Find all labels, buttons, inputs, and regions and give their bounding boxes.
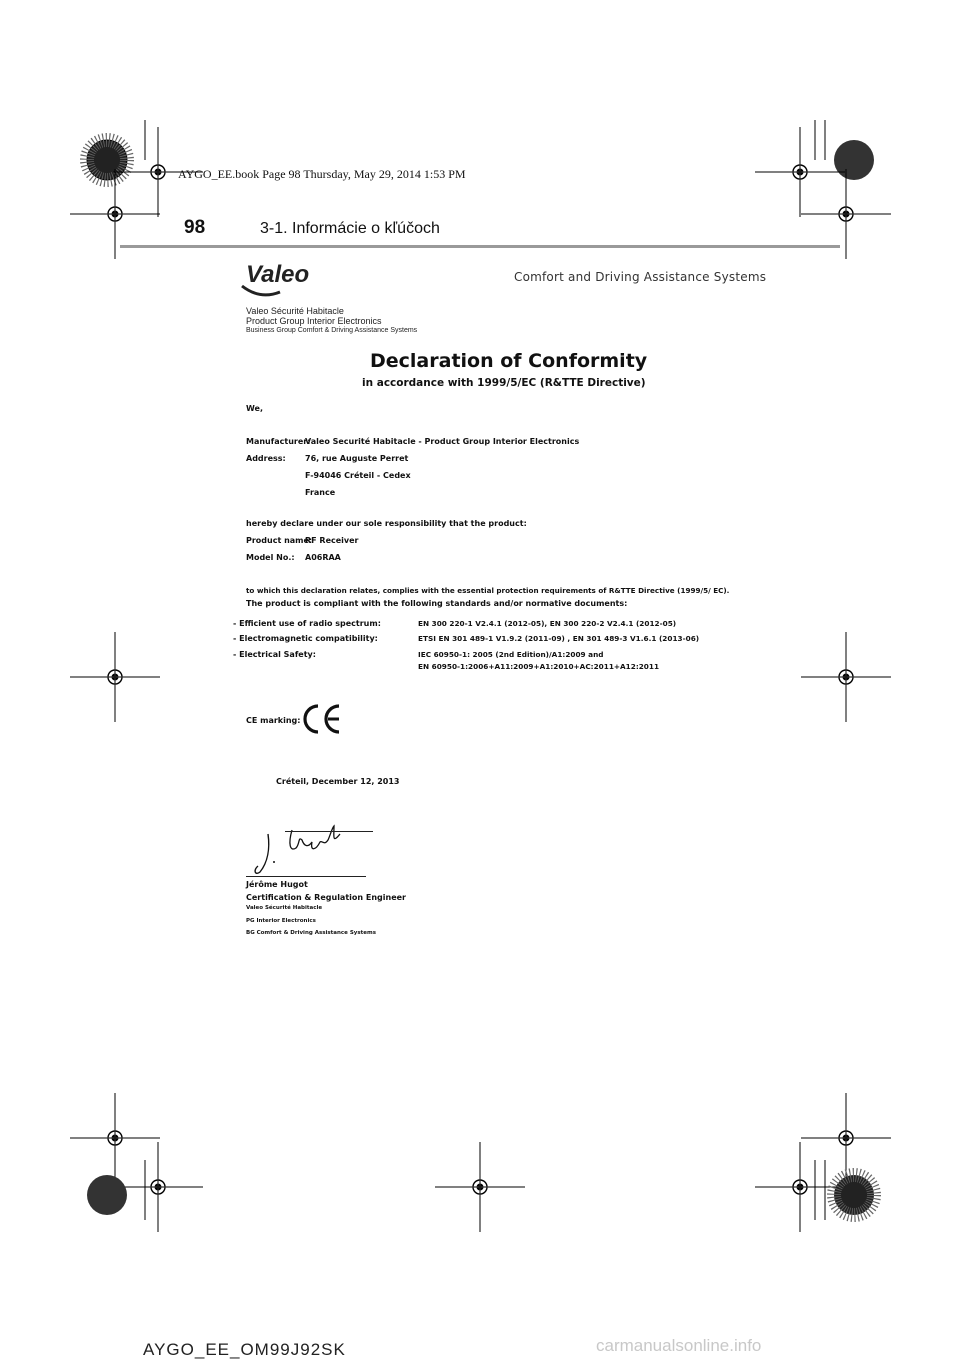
page-number: 98: [184, 217, 206, 238]
we-line: We,: [246, 404, 264, 413]
company-block: [246, 306, 417, 336]
product-value: RF Receiver: [305, 536, 359, 545]
model-label: Model No.:: [246, 553, 295, 562]
standard-value-2: ETSI EN 301 489-1 V1.9.2 (2011-09) , EN 301 489-3 V1.6.1 (2013-06): [418, 634, 700, 643]
declaration-subtitle: in accordance with 1999/5/EC (R&TTE Directive): [362, 377, 646, 389]
product-label: Product name:: [246, 536, 313, 545]
standard-value-1: EN 300 220-1 V2.4.1 (2012-05), EN 300 220-2 V2.4.1 (2012-05): [418, 619, 677, 628]
address-line-3: France: [305, 488, 336, 497]
book-stamp: AYGO_EE.book Page 98 Thursday, May 29, 2014 1:53 PM: [178, 167, 466, 181]
signature-rule: [246, 876, 366, 877]
valeo-logo: [240, 260, 320, 305]
ce-mark-icon: [299, 702, 343, 741]
signer-org-2: PG Interior Electronics: [246, 918, 316, 924]
signer-org-3: BG Comfort & Driving Assistance Systems: [246, 930, 377, 936]
division-name: Comfort and Driving Assistance Systems: [514, 270, 767, 284]
header-rule: [120, 245, 840, 248]
address-label: Address:: [246, 454, 286, 463]
signer-name: Jérôme Hugot: [246, 880, 308, 889]
standard-label-2: - Electromagnetic compatibility:: [233, 634, 378, 643]
standard-value-3b: EN 60950-1:2006+A11:2009+A1:2010+AC:2011+A12:2011: [418, 662, 660, 671]
signer-title: Certification & Regulation Engineer: [246, 893, 406, 902]
company-line-2: Product Group Interior Electronics: [246, 316, 382, 326]
relates-line-2: The product is compliant with the following standards and/or normative documents:: [246, 599, 628, 608]
footer-code: AYGO_EE_OM99J92SK: [143, 1340, 346, 1359]
hereby-line: hereby declare under our sole responsibility that the product:: [246, 519, 527, 528]
company-line-3: Business Group Comfort & Driving Assistance Systems: [246, 327, 418, 334]
address-line-1: 76, rue Auguste Perret: [305, 454, 409, 463]
ce-label: CE marking:: [246, 716, 301, 725]
signer-org-1: Valeo Sécurité Habitacle: [246, 905, 323, 911]
company-line-1: Valeo Sécurité Habitacle: [246, 306, 344, 316]
section-title: 3-1. Informácie o kľúčoch: [260, 220, 440, 237]
manufacturer-value: Valeo Securité Habitacle - Product Group Interior Electronics: [305, 437, 580, 446]
signature-flourish: [285, 831, 373, 832]
svg-text:Valeo: Valeo: [246, 261, 310, 288]
standard-label-3: - Electrical Safety:: [233, 650, 316, 659]
standard-value-3: IEC 60950-1: 2005 (2nd Edition)/A1:2009 and: [418, 650, 604, 659]
manufacturer-label: Manufacturer:: [246, 437, 311, 446]
place-date: Créteil, December 12, 2013: [276, 777, 400, 786]
relates-line-1: to which this declaration relates, complies with the essential protection requirements of R&TTE Directive (1999/5/ EC).: [246, 586, 730, 595]
declaration-title: Declaration of Conformity: [370, 350, 648, 372]
address-line-2: F-94046 Créteil - Cedex: [305, 471, 411, 480]
watermark: carmanualsonline.info: [596, 1336, 762, 1355]
model-value: A06RAA: [305, 553, 341, 562]
standard-label-1: - Efficient use of radio spectrum:: [233, 619, 381, 628]
